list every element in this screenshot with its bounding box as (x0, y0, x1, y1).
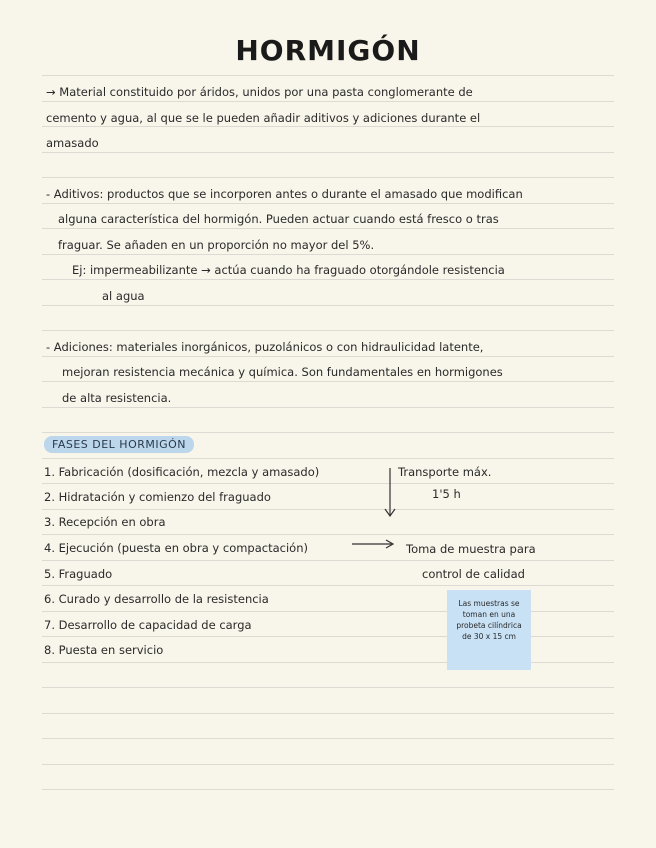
toma-muestra-line-2: control de calidad (422, 567, 525, 581)
adiciones-line-3: de alta resistencia. (62, 391, 172, 405)
aditivos-line-1: - Aditivos: productos que se incorporen antes o durante el amasado que modifican (46, 187, 523, 201)
fase-item-7: 7. Desarrollo de capacidad de carga (44, 618, 252, 632)
fase-item-8: 8. Puesta en servicio (44, 643, 164, 657)
adiciones-line-1: - Adiciones: materiales inorgánicos, puzolánicos o con hidraulicidad latente, (46, 340, 484, 354)
fase-item-2: 2. Hidratación y comienzo del fraguado (44, 490, 271, 504)
down-arrow-icon (385, 468, 395, 516)
toma-muestra-line-1: Toma de muestra para (406, 542, 536, 556)
aditivos-example-cont: al agua (102, 289, 145, 303)
aditivos-line-3: fraguar. Se añaden en un proporción no mayor del 5%. (58, 238, 375, 252)
aditivos-line-2: alguna característica del hormigón. Pueden actuar cuando está fresco o tras (58, 212, 499, 226)
definition-line-1: → Material constituido por áridos, unidos por una pasta conglomerante de (46, 85, 473, 99)
page-title: HORMIGÓN (235, 34, 421, 67)
sticky-note (447, 590, 531, 670)
note-line-3: probeta cilíndrica (456, 621, 522, 630)
fase-item-4: 4. Ejecución (puesta en obra y compactación) (44, 541, 308, 555)
note-line-1: Las muestras se (458, 599, 520, 608)
fase-item-5: 5. Fraguado (44, 567, 113, 581)
definition-line-3: amasado (46, 136, 99, 150)
fase-item-1: 1. Fabricación (dosificación, mezcla y amasado) (44, 465, 320, 479)
note-line-2: toman en una (462, 610, 516, 619)
adiciones-line-2: mejoran resistencia mecánica y química. Son fundamentales en hormigones (62, 365, 503, 379)
right-arrow-icon (352, 540, 393, 548)
fase-item-6: 6. Curado y desarrollo de la resistencia (44, 592, 269, 606)
aditivos-example: Ej: impermeabilizante → actúa cuando ha fraguado otorgándole resistencia (72, 263, 505, 277)
fase-item-3: 3. Recepción en obra (44, 515, 166, 529)
fases-heading: FASES DEL HORMIGÓN (44, 436, 194, 453)
transporte-time: 1'5 h (432, 487, 461, 501)
transporte-label: Transporte máx. (398, 465, 492, 479)
definition-line-2: cemento y agua, al que se le pueden añadir aditivos y adiciones durante el (46, 111, 481, 125)
note-line-4: de 30 x 15 cm (462, 632, 516, 641)
